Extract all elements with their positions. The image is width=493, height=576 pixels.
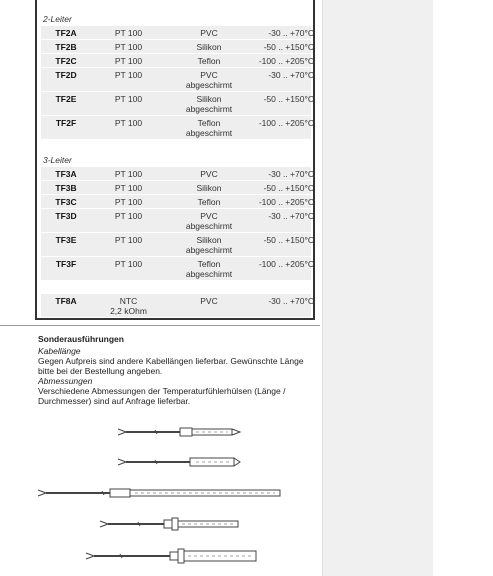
code-cell: TF3E [55, 235, 77, 245]
range-cell: -50 .. +150°C [263, 183, 314, 193]
material-shield-line: abgeschirmt [185, 245, 233, 255]
table-row [41, 68, 314, 91]
type-cell: PT 100 [114, 169, 143, 179]
type-cell: PT 100 [114, 235, 143, 245]
table-row [41, 40, 314, 53]
material-cell [169, 259, 249, 279]
type-cell: PT 100 [114, 70, 143, 80]
dimensions-heading: Abmessungen [38, 376, 93, 386]
range-cell: -100 .. +205°C [258, 56, 314, 66]
material-line: PVC [200, 211, 218, 221]
table-row [41, 257, 314, 280]
material-cell [169, 94, 249, 114]
code-cell: TF2C [55, 56, 77, 66]
material-cell: PVC [200, 169, 218, 179]
material-shield-line: abgeschirmt [185, 80, 233, 90]
material-line: Silikon [196, 94, 222, 104]
table-row [41, 92, 314, 115]
material-cell: Silikon [196, 42, 222, 52]
range-cell: -50 .. +150°C [263, 94, 314, 104]
cable-length-text: Gegen Aufpreis sind andere Kabellängen lieferbar. Gewünschte Länge bitte bei der Bestellung angeben. [38, 356, 304, 376]
material-shield-line: abgeschirmt [185, 269, 233, 279]
range-cell: -30 .. +70°C [268, 211, 314, 221]
type-cell: PT 100 [114, 28, 143, 38]
range-cell: -100 .. +205°C [258, 259, 314, 269]
type-cell: PT 100 [114, 118, 143, 128]
right-sidebar-panel [322, 0, 433, 576]
range-cell: -30 .. +70°C [268, 70, 314, 80]
range-cell: -50 .. +150°C [263, 42, 314, 52]
type-cell: PT 100 [114, 211, 143, 221]
material-line: Teflon [197, 118, 221, 128]
code-cell: TF3B [55, 183, 77, 193]
material-cell: PVC [200, 28, 218, 38]
group-title-3-leiter: 3-Leiter [43, 155, 72, 165]
code-cell: TF2B [55, 42, 77, 52]
dimensions-text: Verschiedene Abmessungen der Temperaturfühlerhülsen (Länge / Durchmesser) sind auf Anfrage lieferbar. [38, 386, 286, 406]
sensor-drawing-1 [118, 428, 240, 436]
sensor-drawing-3 [38, 489, 280, 497]
type-cell: PT 100 [114, 197, 143, 207]
material-line: Silikon [196, 235, 222, 245]
material-cell [169, 70, 249, 90]
material-shield-line: abgeschirmt [185, 104, 233, 114]
material-cell [169, 118, 249, 138]
sensor-drawing-4 [100, 518, 238, 530]
type-cell: PT 100 [114, 259, 143, 269]
table-row [41, 294, 314, 317]
code-cell: TF3F [55, 259, 77, 269]
table-row [41, 233, 314, 256]
sensor-drawing-2 [118, 458, 240, 466]
type-cell: PT 100 [114, 42, 143, 52]
range-cell: -100 .. +205°C [258, 118, 314, 128]
material-cell: PVC [200, 296, 218, 306]
table-row [41, 181, 314, 194]
code-cell: TF2F [55, 118, 77, 128]
type-line: NTC [119, 296, 138, 306]
code-cell: TF2A [55, 28, 77, 38]
sensor-illustrations [0, 420, 320, 576]
material-shield-line: abgeschirmt [185, 221, 233, 231]
table-row [41, 54, 314, 67]
section-divider [0, 325, 320, 326]
sensor-drawing-5 [86, 549, 256, 563]
table-row [41, 116, 314, 139]
range-cell: -30 .. +70°C [268, 169, 314, 179]
cable-length-heading: Kabellänge [38, 346, 81, 356]
material-shield-line: abgeschirmt [185, 128, 233, 138]
code-cell: TF3D [55, 211, 77, 221]
material-cell [169, 235, 249, 255]
material-cell: Silikon [196, 183, 222, 193]
section-title: Sonderausführungen [38, 334, 124, 344]
code-cell: TF8A [55, 296, 77, 306]
type-cell [101, 296, 156, 316]
range-cell: -100 .. +205°C [258, 197, 314, 207]
material-line: Teflon [197, 259, 221, 269]
range-cell: -30 .. +70°C [268, 28, 314, 38]
material-cell: Teflon [197, 56, 221, 66]
code-cell: TF2E [55, 94, 77, 104]
code-cell: TF3C [55, 197, 77, 207]
type-cell: PT 100 [114, 94, 143, 104]
type-cell: PT 100 [114, 183, 143, 193]
code-cell: TF2D [55, 70, 77, 80]
table-row [41, 209, 314, 232]
range-cell: -50 .. +150°C [263, 235, 314, 245]
special-versions-section [38, 334, 318, 406]
code-cell: TF3A [55, 169, 77, 179]
type-cell: PT 100 [114, 56, 143, 66]
group-title-2-leiter: 2-Leiter [43, 14, 72, 24]
sensor-table [35, 0, 315, 320]
table-row [41, 195, 314, 208]
table-row [41, 26, 314, 39]
table-row [41, 167, 314, 180]
type-value-line: 2,2 kOhm [110, 306, 147, 316]
material-line: PVC [200, 70, 218, 80]
range-cell: -30 .. +70°C [268, 296, 314, 306]
material-cell: Teflon [197, 197, 221, 207]
material-cell [169, 211, 249, 231]
